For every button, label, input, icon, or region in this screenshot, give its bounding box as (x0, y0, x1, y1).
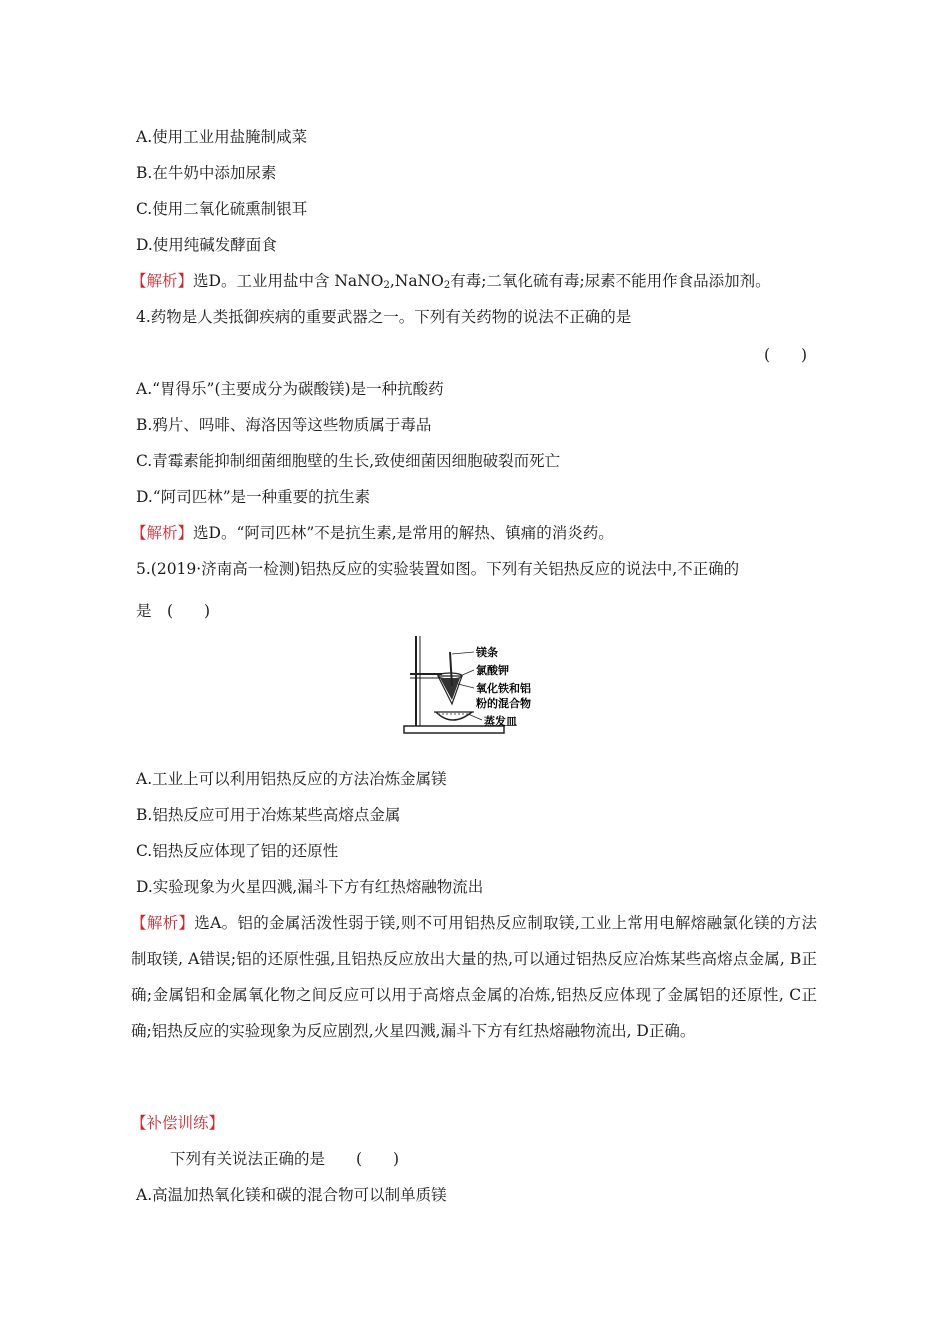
label-mixture-line2: 粉的混合物 (476, 697, 531, 710)
label-magnesium-strip: 镁条 (476, 646, 498, 659)
q3-option-a: A.使用工业用盐腌制咸菜 (136, 128, 308, 146)
q5-analysis: 【解析】选A。铝的金属活泼性弱于镁,则不可用铝热反应制取镁,工业上常用电解熔融氯化镁的方法制取镁, A错误;铝的还原性强,且铝热反应放出大量的热,可以通过铝热反应冶炼某些高熔点金属, B正确;金属铝和金属氧化物之间反应可以用于高熔点金属的冶炼,铝热反应体现了金属铝的还原性, C正确;铝热反应的实验现象为反应剧烈,火星四溅,漏斗下方有红热熔融物流出, D正确。 (131, 914, 817, 1040)
q4-stem: 4.药物是人类抵御疾病的重要武器之一。下列有关药物的说法不正确的是 (136, 308, 632, 326)
label-evaporating-dish: 蒸发皿 (484, 715, 517, 728)
q4-option-a: A.“胃得乐”(主要成分为碳酸镁)是一种抗酸药 (136, 380, 444, 398)
q5-option-c: C.铝热反应体现了铝的还原性 (136, 842, 339, 860)
q4-option-b: B.鸦片、吗啡、海洛因等这些物质属于毒品 (136, 416, 432, 434)
q3-option-d: D.使用纯碱发酵面食 (136, 236, 277, 254)
analysis-tag: 【解析】 (131, 524, 194, 542)
q4-option-c: C.青霉素能抑制细菌细胞壁的生长,致使细菌因细胞破裂而死亡 (136, 452, 561, 470)
q4-option-d: D.“阿司匹林”是一种重要的抗生素 (136, 488, 371, 506)
q5-option-d: D.实验现象为火星四溅,漏斗下方有红热熔融物流出 (136, 878, 484, 896)
analysis-tag: 【解析】 (131, 272, 194, 290)
q5-stem-line1: 5.(2019·济南高一检测)铝热反应的实验装置如图。下列有关铝热反应的说法中,不正确的 (136, 560, 740, 578)
q5-option-b: B.铝热反应可用于冶炼某些高熔点金属 (136, 806, 401, 824)
thermite-apparatus-diagram (402, 632, 562, 744)
q3-analysis: 【解析】选D。工业用盐中含 NaNO$_2$,NaNO$_2$有毒;二氧化硫有毒;尿素不能用作食品添加剂。 (131, 272, 771, 291)
thermite-apparatus-figure (402, 632, 562, 744)
supplement-stem: 下列有关说法正确的是 ( ) (170, 1150, 400, 1168)
analysis-tag: 【解析】 (131, 914, 195, 932)
q3-option-b: B.在牛奶中添加尿素 (136, 164, 277, 182)
q4-answer-paren: ( ) (764, 346, 808, 364)
supplement-option-a: A.高温加热氧化镁和碳的混合物可以制单质镁 (136, 1186, 447, 1204)
label-potassium-chlorate: 氯酸钾 (476, 664, 509, 677)
q5-option-a: A.工业上可以利用铝热反应的方法冶炼金属镁 (136, 770, 447, 788)
supplement-tag: 【补偿训练】 (131, 1114, 225, 1132)
q3-option-c: C.使用二氧化硫熏制银耳 (136, 200, 308, 218)
q5-stem-line2: 是 ( ) (136, 602, 211, 620)
q4-analysis: 【解析】选D。“阿司匹林”不是抗生素,是常用的解热、镇痛的消炎药。 (131, 524, 614, 542)
label-mixture-line1: 氧化铁和铝 (476, 682, 531, 695)
